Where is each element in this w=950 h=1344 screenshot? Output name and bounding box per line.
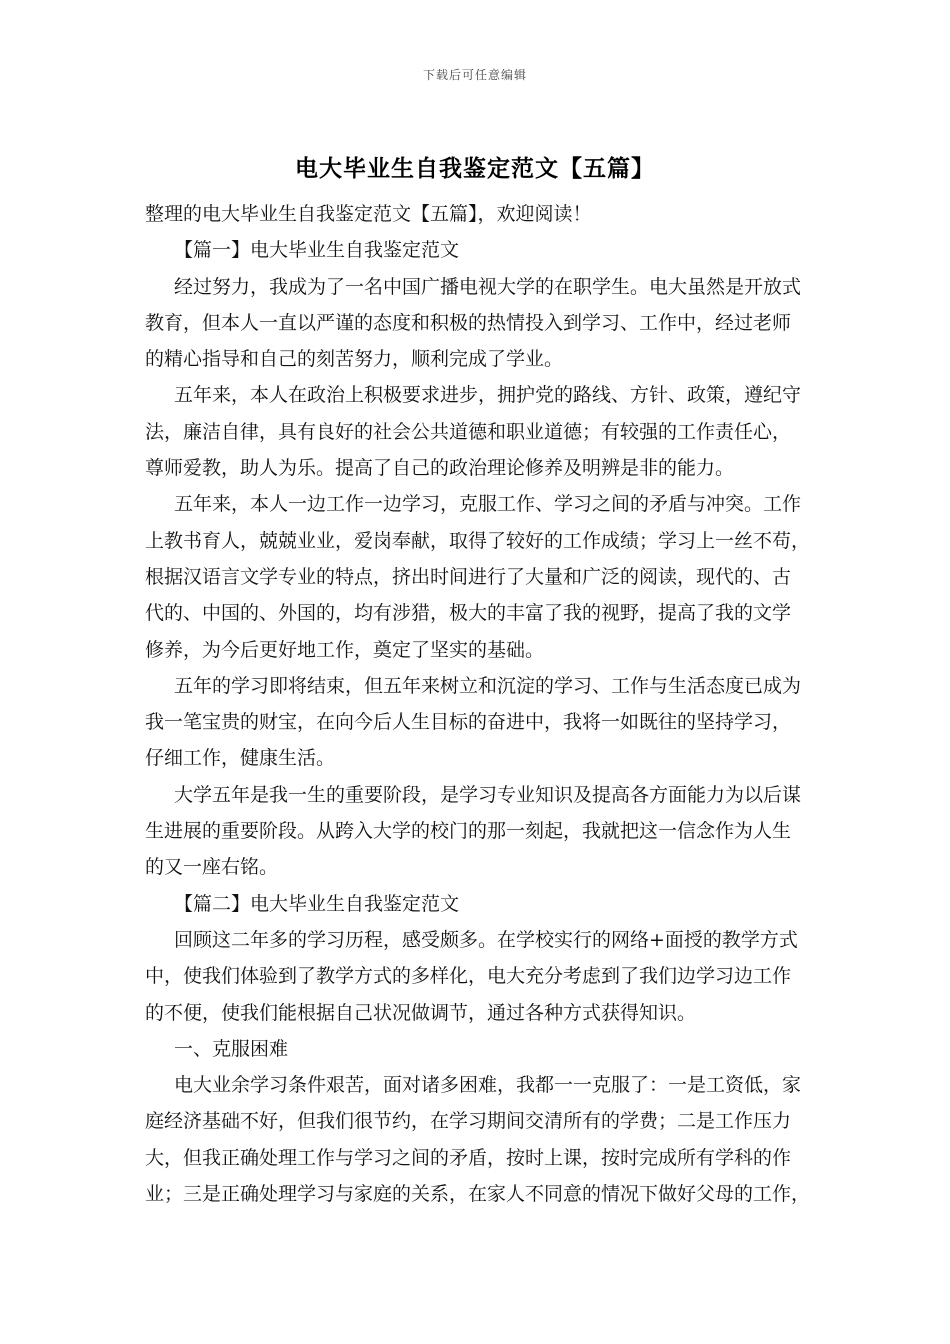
text-line: 大，但我正确处理工作与学习之间的矛盾，按时上课，按时完成所有学科的作 xyxy=(145,1146,792,1169)
text-line: 五年来，本人一边工作一边学习，克服工作、学习之间的矛盾与冲突。工作 xyxy=(174,493,802,516)
text-line: 业；三是正确处理学习与家庭的关系，在家人不同意的情况下做好父母的工作， xyxy=(145,1183,811,1206)
text-line: 庭经济基础不好，但我们很节约，在学习期间交清所有的学费；二是工作压力 xyxy=(145,1110,792,1133)
text-line: 法，廉洁自律，具有良好的社会公共道德和职业道德；有较强的工作责任心， xyxy=(145,420,792,443)
text-line: 代的、中国的、外国的，均有涉猎，极大的丰富了我的视野，提高了我的文学 xyxy=(145,602,792,625)
text-line: 上教书育人，兢兢业业，爱岗奉献，取得了较好的工作成绩；学习上一丝不苟， xyxy=(145,529,811,552)
text-line: 生进展的重要阶段。从跨入大学的校门的那一刻起，我就把这一信念作为人生 xyxy=(145,820,792,843)
text-line: 电大业余学习条件艰苦，面对诸多困难，我都一一克服了：一是工资低，家 xyxy=(174,1074,802,1097)
text-line: 大学五年是我一生的重要阶段，是学习专业知识及提高各方面能力为以后谋 xyxy=(174,783,802,806)
document-title: 电大毕业生自我鉴定范文【五篇】 xyxy=(295,155,655,182)
header-note: 下载后可任意编辑 xyxy=(422,68,527,82)
text-line: 我一笔宝贵的财宝，在向今后人生目标的奋进中，我将一如既往的坚持学习， xyxy=(145,711,792,734)
text-line: 尊师爱教，助人为乐。提高了自己的政治理论修养及明辨是非的能力。 xyxy=(145,457,735,480)
text-line: 仔细工作，健康生活。 xyxy=(145,747,336,770)
text-line: 中，使我们体验到了教学方式的多样化，电大充分考虑到了我们边学习边工作 xyxy=(145,965,792,988)
text-line: 根据汉语言文学专业的特点，挤出时间进行了大量和广泛的阅读，现代的、古 xyxy=(145,565,792,588)
text-line: 经过努力，我成为了一名中国广播电视大学的在职学生。电大虽然是开放式 xyxy=(174,275,802,298)
text-line: 五年的学习即将结束，但五年来树立和沉淀的学习、工作与生活态度已成为 xyxy=(174,674,802,697)
text-line: 教育，但本人一直以严谨的态度和积极的热情投入到学习、工作中，经过老师 xyxy=(145,311,792,334)
text-line: 的精心指导和自己的刻苦努力，顺利完成了学业。 xyxy=(145,348,564,371)
text-line: 回顾这二年多的学习历程，感受颇多。在学校实行的网络+面授的教学方式 xyxy=(174,928,798,951)
text-line: 修养，为今后更好地工作，奠定了坚实的基础。 xyxy=(145,638,545,661)
document-body xyxy=(145,196,817,1212)
text-line: 的不便，使我们能根据自己状况做调节，通过各种方式获得知识。 xyxy=(145,1001,697,1024)
text-line: 的又一座右铭。 xyxy=(145,856,279,879)
text-line: 一、克服困难 xyxy=(174,1037,289,1060)
text-line: 【篇二】电大毕业生自我鉴定范文 xyxy=(174,892,460,915)
text-line: 五年来，本人在政治上积极要求进步，拥护党的路线、方针、政策，遵纪守 xyxy=(174,384,802,407)
text-line: 整理的电大毕业生自我鉴定范文【五篇】，欢迎阅读！ xyxy=(145,203,592,225)
text-line: 【篇一】电大毕业生自我鉴定范文 xyxy=(174,239,460,262)
